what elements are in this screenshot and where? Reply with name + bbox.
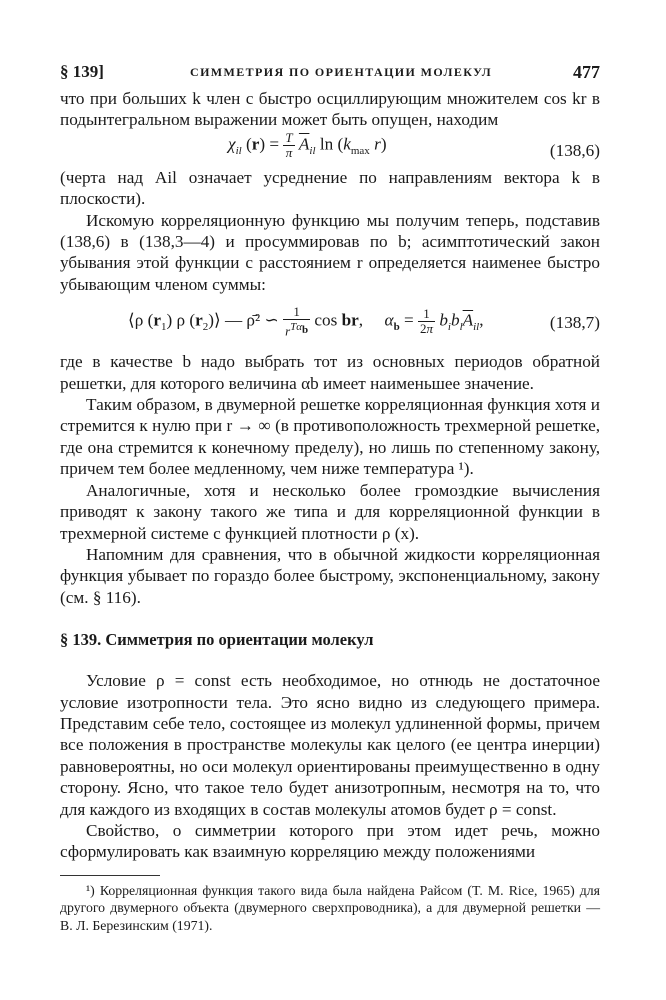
fraction-t-over-pi: $\frac{T}{\pi}$ — [285, 129, 293, 160]
header-section: § 139] — [60, 62, 104, 81]
equation-138-6-formula: $\chi_{il}$ (r) = $\frac{T}{\pi}$ $\overline{A}_{il}$ $\ln (k_{max}$ r) — [228, 129, 387, 160]
paragraph-2: (черта над Ail означает усреднение по направлениям вектора k в плоскости). — [60, 167, 600, 209]
book-page — [60, 62, 600, 934]
footnote — [60, 882, 600, 935]
footnote-divider — [60, 875, 160, 876]
equation-tag: (138,6) — [549, 140, 600, 160]
paragraph-1: что при больших k член с быстро осциллирующим множителем cos kr в подынтегральном выражении может быть опущен, находим — [60, 89, 600, 130]
equation-tag: (138,7) — [549, 313, 600, 333]
equation-138-7-formula: ⟨ρ $(r_1)$ ρ $(r_2)⟩$ — ρ̄² ∽ $\frac{1}{r^{T\alpha_b}}$ cos br, $\alpha_b$ = $\frac{1}{2\pi}$ $b_ib_l\overline{A}_{il}$, — [128, 304, 484, 339]
equation-138-6 — [60, 131, 600, 167]
paragraph-5: Таким образом, в двумерной решетке корреляционная функция хотя и стремится к нулю при r → ∞ (в противоположность трехмерной решетке, где она стремится к конечному пределу), но лишь по степенному закону, причем тем более медленному, чем ниже температура ¹). — [60, 395, 600, 479]
paragraph-8: Условие ρ = const есть необходимое, но отнюдь не достаточное условие изотропности тела. Это ясно видно из следующего примера. Представим себе тело, состоящее из молекул удлиненной формы, причем все положения в пространстве молекулы как целого (ее центра инерции) равновероятны, но оси молекул ориентированы преимущественно в одну сторону. Ясно, что такое тело будет анизотропным, несмотря на то, что для каждого из входящих в состав молекулы атомов будет ρ = const. — [60, 671, 600, 819]
header-title: СИММЕТРИЯ ПО ОРИЕНТАЦИИ МОЛЕКУЛ — [190, 65, 493, 79]
paragraph-6: Аналогичные, хотя и несколько более громоздкие вычисления приводят к закону такого же типа и для корреляционной функции в трехмерной системе с функцией плотности ρ (x). — [60, 480, 600, 543]
footnote-marker: ¹) — [86, 882, 95, 898]
fraction-power-law: $\frac{1}{r^{T\alpha_b}}$ — [285, 304, 309, 339]
paragraph-7: Напомним для сравнения, что в обычной жидкости корреляционная функция убывает по гораздо более быстрому, экспоненциальному, закону (см. § 116). — [60, 544, 600, 607]
footnote-text: Корреляционная функция такого вида была найдена Райсом (T. M. Rice, 1965) для другого двумерного объекта (двумерного сверхпроводника), а для двумерной решетки — В. Л. Березинским (1971). — [60, 882, 600, 933]
section-heading: § 139. Симметрия по ориентации молекул — [60, 630, 374, 650]
paragraph-3: Искомую корреляционную функцию мы получим теперь, подставив (138,6) в (138,3—4) и просуммировав по b; асимптотический закон убывания этой функции с расстоянием r определяется наименее быстро убывающим членом суммы: — [60, 210, 600, 294]
fraction-one-over-two-pi: $\frac{1}{2\pi}$ — [420, 306, 434, 337]
paragraph-4: где в качестве b надо выбрать тот из основных периодов обратной решетки, для которого величина αb имеет наименьшее значение. — [60, 352, 600, 393]
equation-138-7 — [60, 295, 600, 351]
running-header — [60, 62, 600, 88]
page-number: 477 — [573, 62, 600, 82]
paragraph-9: Свойство, о симметрии которого при этом идет речь, можно сформулировать как взаимную корреляцию между положениями — [60, 820, 600, 862]
